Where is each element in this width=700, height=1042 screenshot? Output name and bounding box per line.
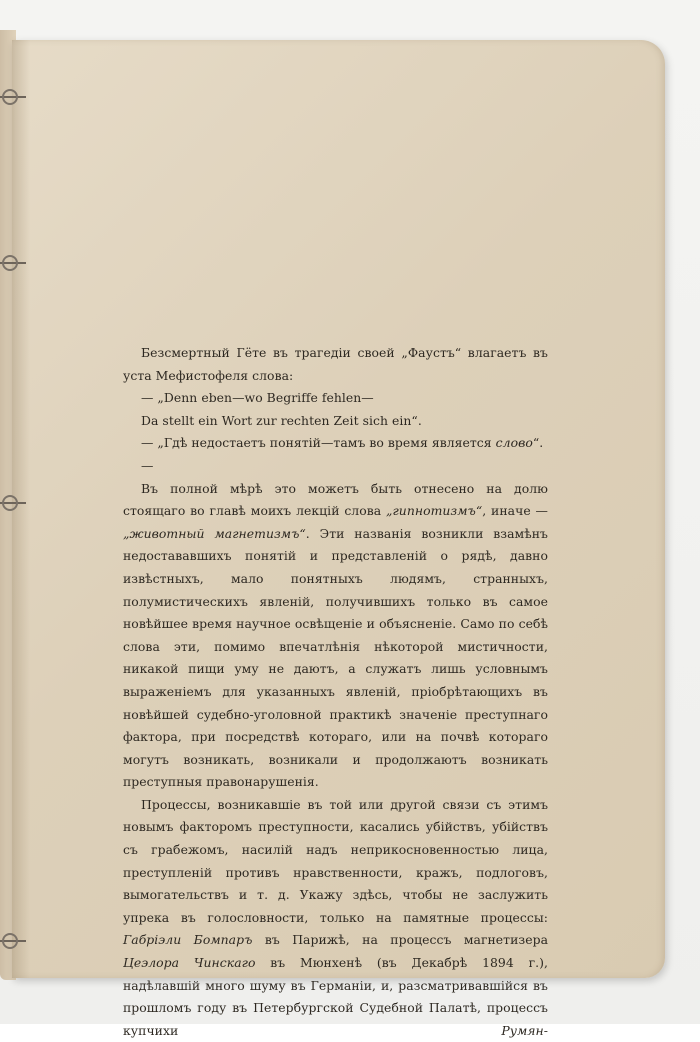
translation-word: слово [495,435,533,451]
faust-title: „Фаустъ“ [401,345,462,360]
binding-thread-loop [2,89,18,105]
p3-text: въ Парижѣ, на процессъ магнетизера [252,932,549,948]
p3-text: въ Мюнхенѣ (въ Декабрѣ 1894 г.), надѣлавшій много шуму въ Германіи, и, разсматривавшійся въ прошломъ году въ Петербургской Судебной Палатѣ, процессъ купчихи [123,955,548,1038]
intro-text: Безсмертный Гёте въ трагедіи своей [141,345,402,360]
paragraph-hypnotism [123,478,548,794]
p2-text: , иначе — [482,503,548,519]
name-czynski: Цеэлора Чинскаго [123,955,256,971]
translation-end: “.— [141,435,544,473]
term-hypnotism: „гипнотизмъ“ [386,503,483,519]
german-verse-1: — „Denn eben—wo Begriffe fehlen— [141,390,374,406]
binding-thread-loop [2,495,18,511]
name-gabrielle-bompard: Габріэли Бомпаръ [123,932,253,948]
translation-text: — „Гдѣ недостаетъ понятій—тамъ во время является [141,435,496,451]
binding-thread-loop [2,933,18,949]
p2-text: . Эти названія возникли взамѣнъ недостававшихъ понятій и представленій о рядѣ, давно извѣстныхъ, мало понятныхъ людямъ, странныхъ, полумистическихъ явленій, получившихъ только въ самое новѣйшее время научное освѣщеніе и объясненіе. Само по себѣ слова эти, помимо впечатлѣнія нѣкоторой мистичности, никакой пищи уму не даютъ, а служатъ лишь условнымъ выраженіемъ для указанныхъ явленій, пріобрѣтающихъ въ новѣйшей судебно-уголовной практикѣ значеніе преступнаго фактора, при посредствѣ котораго, или на почвѣ котораго могутъ возникать, возникали и продолжаютъ возникать преступныя правонарушенія. [123,525,548,790]
p2-text: Въ полной мѣрѣ это можетъ быть отнесено на долю стоящаго во главѣ моихъ лекцій слова [123,480,548,519]
name-rumyantseva: Румян- [501,1022,548,1038]
p3-text: Процессы, возникавшіе въ той или другой связи съ этимъ новымъ факторомъ преступности, касались убійствъ, убійствъ съ грабежомъ, насилій надъ неприкосновенностью лица, преступленій противъ нравственности, кражъ, подлоговъ, вымогательствъ и т. д. Укажу здѣсь, чтобы не заслужить упрека въ голословности, только на памятные процессы: [123,796,548,925]
intro-text-end: влагаетъ въ уста Мефистофеля слова: [123,345,548,383]
term-animal-magnetism: „животный магнетизмъ“ [123,525,306,541]
german-verse-2: Da stellt ein Wort zur rechten Zeit sich ein“. [141,412,422,428]
intro-paragraph [123,342,548,387]
paragraph-processes [123,794,548,1042]
binding-thread-loop [2,255,18,271]
page-text [123,342,548,1042]
verse-translation [123,432,548,477]
